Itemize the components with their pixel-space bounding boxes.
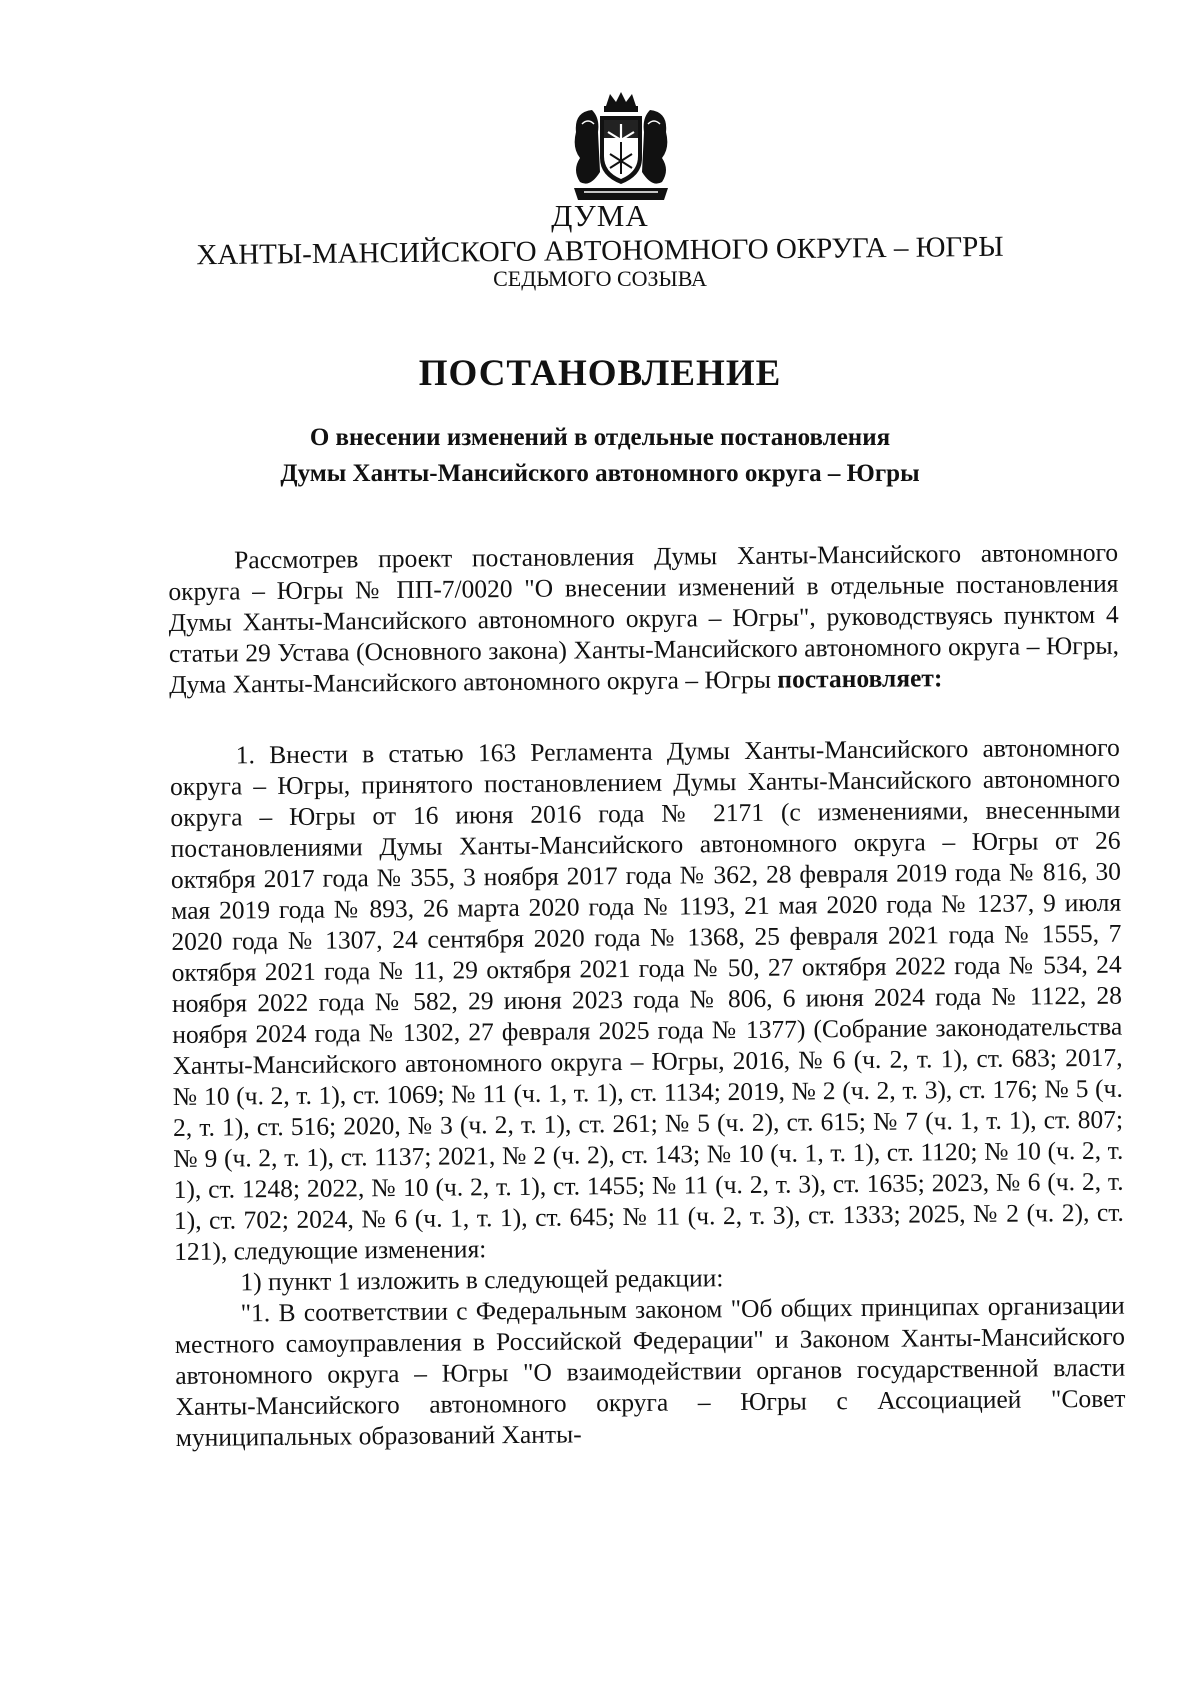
convocation: СЕДЬМОГО СОЗЫВА [493,266,707,291]
quoted-text-paragraph: "1. В соответствии с Федеральным законом "Об общих принципах организации местного самоуправления в Российской Федерации" и Законом Ханты-Мансийского автономного округа – Югры "О взаимодействии органов государственной власти Ханты-Мансийского автономного округа – Югры с Ассоциацией "Совет муниципальных образований Ханты- [174,1290,1126,1452]
item-1-paragraph: 1. Внести в статью 163 Регламента Думы Ханты-Мансийского автономного округа – Югры, принятого постановлением Думы Ханты-Мансийского автономного округа – Югры от 16 июня 2016 года № 2171 (с изменениями, внесенными постановлениями Думы Ханты-Мансийского автономного округа – Югры от 26 октября 2017 года № 355, 3 ноября 2017 года № 362, 28 февраля 2019 года № 816, 30 мая 2019 года № 893, 26 марта 2020 года № 1193, 21 мая 2020 года № 1237, 9 июля 2020 года № 1307, 24 сентября 2020 года № 1368, 25 февраля 2021 года № 1555, 7 октября 2021 года № 11, 29 октября 2021 года № 50, 27 октября 2022 года № 534, 24 ноября 2022 года № 582, 29 июня 2023 года № 806, 6 июня 2024 года № 1122, 28 ноября 2024 года № 1302, 27 февраля 2025 года № 1377) (Собрание законодательства Ханты-Мансийского автономного округа – Югры, 2016, № 6 (ч. 2, т. 1), ст. 683; 2017, № 10 (ч. 2, т. 1), ст. 1069; № 11 (ч. 1, т. 1), ст. 1134; 2019, № 2 (ч. 2, т. 3), ст. 176; № 5 (ч. 2, т. 1), ст. 516; 2020, № 3 (ч. 2, т. 1), ст. 261; № 5 (ч. 2), ст. 615; № 7 (ч. 1, т. 1), ст. 807; № 9 (ч. 2, т. 1), ст. 1137; 2021, № 2 (ч. 2), ст. 143; № 10 (ч. 1, т. 1), ст. 1120; № 10 (ч. 2, т. 1), ст. 1248; 2022, № 10 (ч. 2, т. 1), ст. 1455; № 11 (ч. 2, т. 3), ст. 1635; 2023, № 6 (ч. 2, т. 1), ст. 702; 2024, № 6 (ч. 1, т. 1), ст. 645; № 11 (ч. 2, т. 3), ст. 1333; 2025, № 2 (ч. 2), ст. 121), следующие изменения: [169,732,1124,1266]
coat-of-arms-icon [570,92,672,204]
organization-name: ДУМА [551,198,649,233]
subitem-1-paragraph: 1) пункт 1 изложить в следующей редакции: [240,1263,724,1297]
region-name: ХАНТЫ-МАНСИЙСКОГО АВТОНОМНОГО ОКРУГА – ЮГРЫ [196,230,1004,272]
document-title [0,420,1200,492]
document-type: ПОСТАНОВЛЕНИЕ [418,353,782,394]
document-title-line-2: Думы Ханты-Мансийского автономного округа – Югры [280,460,920,487]
document-body [168,537,1126,1453]
preamble-text: Рассмотрев проект постановления Думы Ханты-Мансийского автономного округа – Югры № ПП-7/0020 "О внесении изменений в отдельные постановления Думы Ханты-Мансийского автономного округа – Югры", руководствуясь пунктом 4 статьи 29 Устава (Основного закона) Ханты-Мансийского автономного округа – Югры, Дума Ханты-Мансийского автономного округа – Югры [168,537,1120,699]
document-title-line-1: О внесении изменений в отдельные постановления [309,424,891,451]
preamble-paragraph [168,537,1119,700]
resolves-text: постановляет: [777,663,943,694]
